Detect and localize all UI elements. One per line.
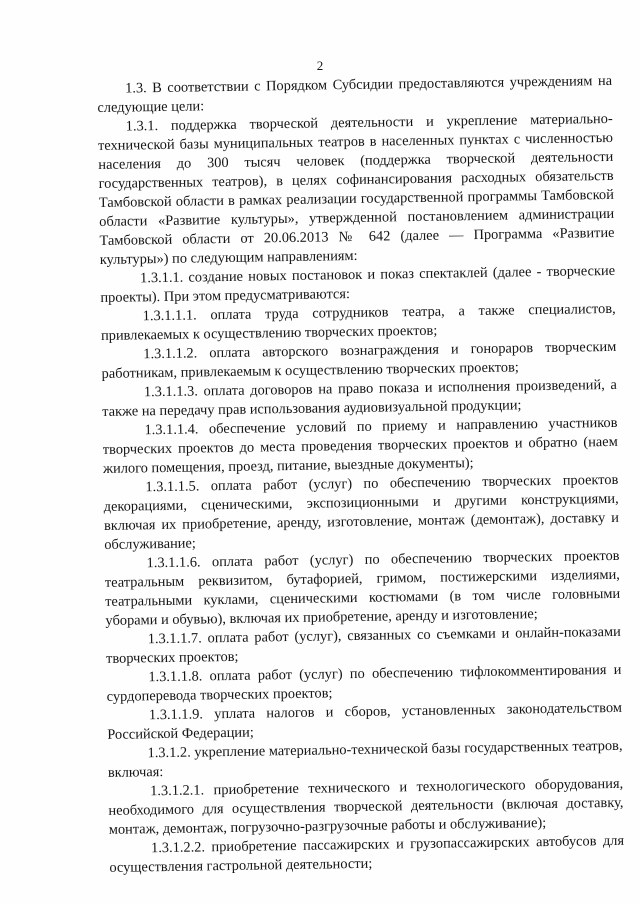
- paragraph: 1.3.1. поддержка творческой деятельности и укрепление материально-технической базы муниципальных театров в населенных пунктах с численностью населения до 300 тысяч человек (поддержка творческой деятельности государственных театров), в целях софинансирования расходных обязательств Тамбовской области в рамках реализации государственной программы Тамбовской области «Развитие культуры», утвержденной постановлением администрации Тамбовской области от 20.06.2013 № 642 (далее — Программа «Развитие культуры») по следующим направлениям:: [97, 110, 615, 268]
- paragraph: 1.3.1.2.1. приобретение технического и технологического оборудования, необходимого для осуществления творческой деятельности (включая доставку, монтаж, демонтаж, погрузочно-разгрузочные работы и обслуживание);: [108, 775, 624, 838]
- paragraph: 1.3.1.1.2. оплата авторского вознаграждения и гонораров творческим работникам, привлекаемым к осуществлению творческих проектов;: [101, 338, 617, 382]
- paragraph: 1.3.1.2. укрепление материально-технической базы государственных театров, включая:: [107, 737, 623, 781]
- paragraph: 1.3. В соответствии с Порядком Субсидии предоставляются учреждениям на следующие цели:: [97, 72, 613, 116]
- paragraph: 1.3.1.1.9. уплата налогов и сборов, установленных законодательством Российской Федерации;: [107, 699, 623, 743]
- paragraph: 1.3.1.1.1. оплата труда сотрудников театра, а также специалистов, привлекаемых к осуществлению творческих проектов;: [100, 300, 616, 344]
- paragraph: 1.3.1.1.7. оплата работ (услуг), связанных со съемками и онлайн-показами творческих проектов;: [105, 623, 621, 667]
- paragraph: 1.3.1.1.8. оплата работ (услуг) по обеспечению тифлокомментирования и сурдоперевода творческих проектов;: [106, 661, 622, 705]
- paragraph: 1.3.1.1. создание новых постановок и показ спектаклей (далее - творческие проекты). При этом предусматриваются:: [100, 262, 616, 306]
- document-body: [97, 72, 624, 878]
- paragraph: 1.3.1.2.2. приобретение пассажирских и грузопассажирских автобусов для осуществления гастрольной деятельности;: [109, 832, 625, 876]
- page-number: 2: [316, 58, 324, 73]
- paragraph: 1.3.1.1.6. оплата работ (услуг) по обеспечению творческих проектов театральным реквизитом, бутафорией, гримом, постижерскими изделиями, театральными куклами, сценическими костюмами (в том числе головными уборами и обувью), включая их приобретение, аренду и изготовление;: [104, 547, 621, 629]
- paragraph: 1.3.1.1.4. обеспечение условий по приему и направлению участников творческих проектов до места проведения творческих проектов и обратно (наем жилого помещения, проезд, питание, выездные документы);: [102, 414, 618, 477]
- paragraph: 1.3.1.1.3. оплата договоров на право показа и исполнения произведений, а также на передачу прав использования аудиовизуальной продукции;: [102, 376, 617, 420]
- paragraph: 1.3.1.1.5. оплата работ (услуг) по обеспечению творческих проектов декорациями, сценическими, экспозиционными и другими конструкциями, включая их приобретение, аренду, изготовление, монтаж (демонтаж), доставку и обслуживание;: [103, 471, 620, 553]
